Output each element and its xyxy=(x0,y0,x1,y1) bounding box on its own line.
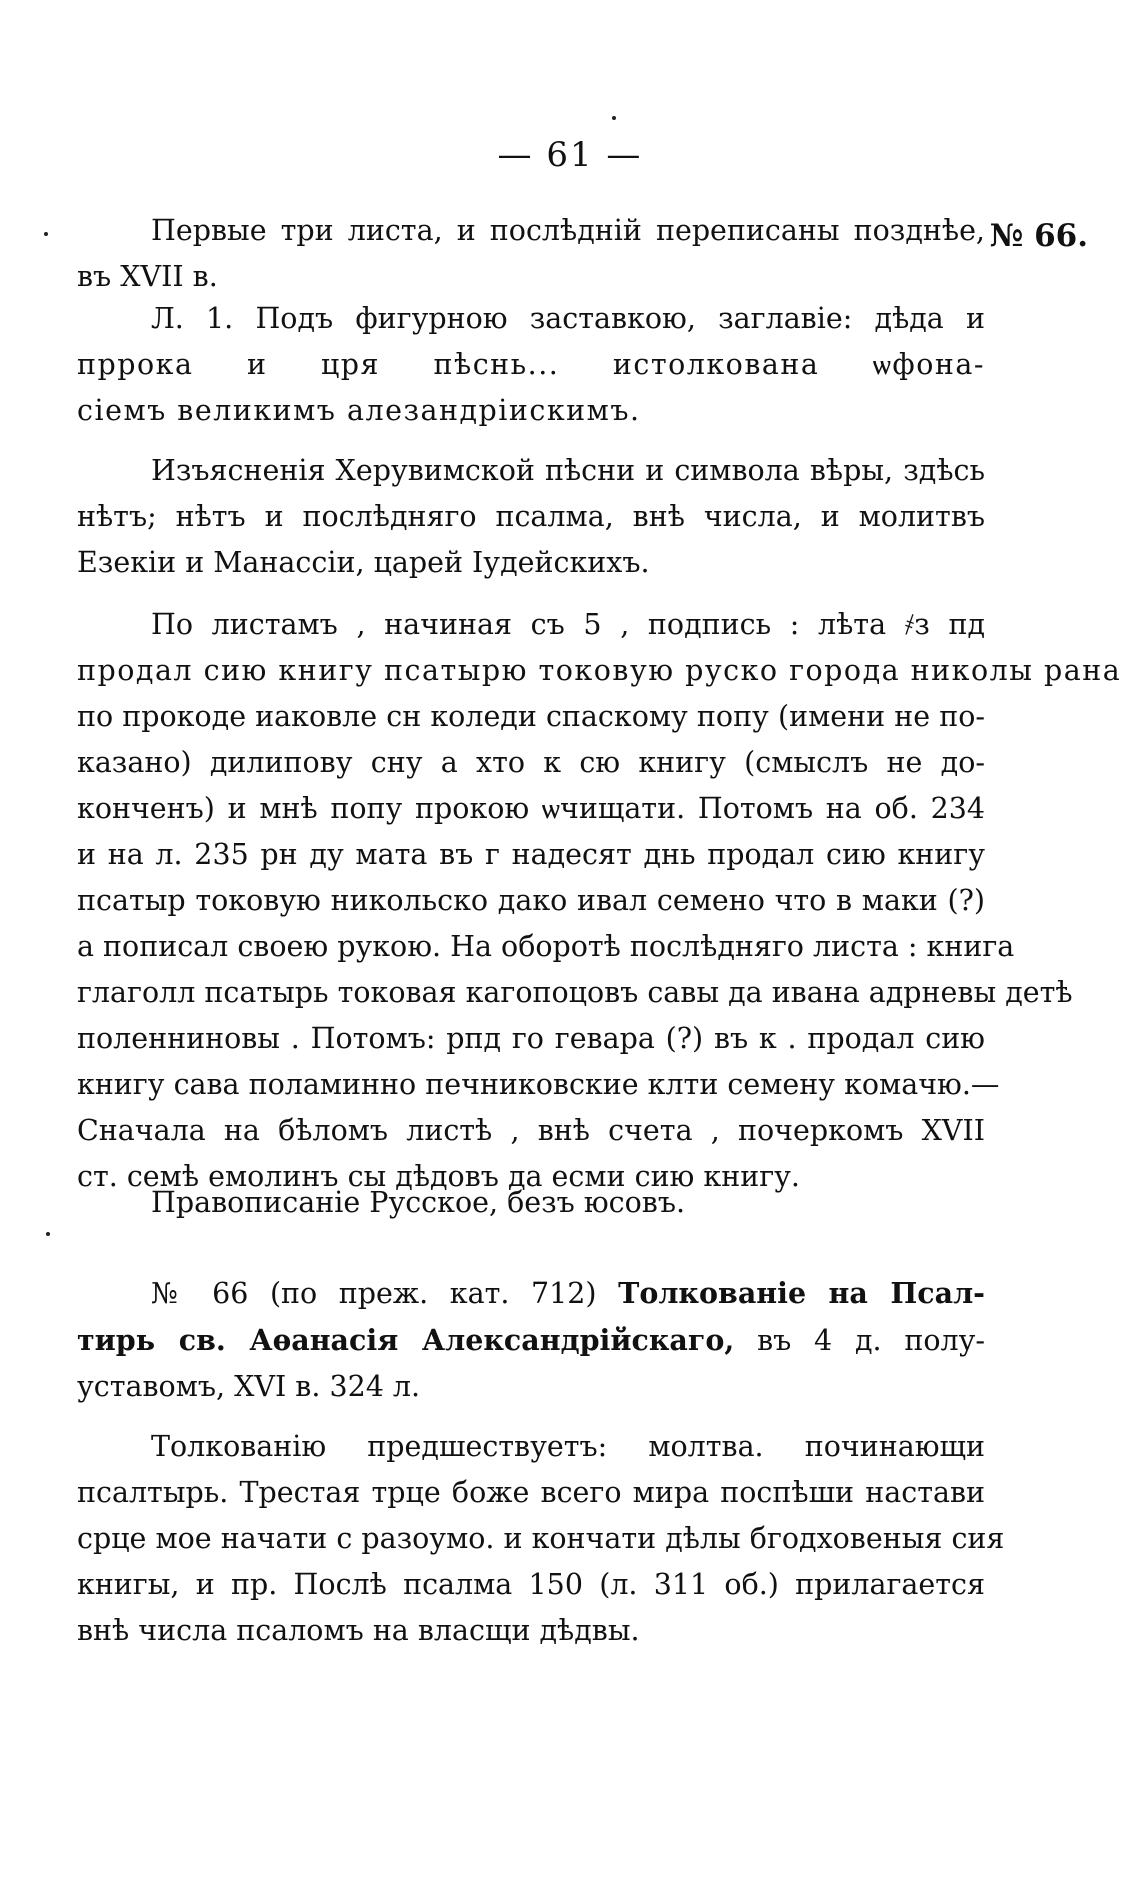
text-line: Сначала на бѣломъ листѣ , внѣ счета , почеркомъ XVII xyxy=(77,1114,985,1147)
text-line: нѣтъ; нѣтъ и послѣдняго псалма, внѣ числа, и молитвъ xyxy=(77,500,985,533)
slavonic-line: сiемъ великимъ алезандрiискимъ. xyxy=(77,394,641,427)
entry-format: въ 4 д. полу- xyxy=(757,1324,985,1357)
text-line: глаголл псатырь токовая кагопоцовъ савы да ивана адрневы детѣ xyxy=(77,976,1073,1009)
text-line: конченъ) и мнѣ попу прокою ѡчищати. Потомъ на об. 234 xyxy=(77,792,985,825)
text-line xyxy=(77,1270,985,1317)
text-line: ст. семѣ емолинъ сы дѣдовъ да есми сию книгу. xyxy=(77,1160,800,1193)
text-line: Изъясненiя Херувимской пѣсни и символа вѣры, здѣсь xyxy=(151,454,985,487)
slavonic-line: продал сию книгу псатырю токовую руско города николы рана xyxy=(77,654,1122,687)
print-speck xyxy=(46,1232,50,1236)
paragraph-orthography xyxy=(77,1180,985,1226)
text-line: казано) дилипову сну а хто к сю книгу (смыслъ не до- xyxy=(77,746,985,779)
slavonic-line: пррока и цря пѣснь... истолкована ѡфона- xyxy=(77,348,985,381)
catalog-entry-heading xyxy=(77,1270,985,1410)
paragraph-inscription xyxy=(77,602,1122,1200)
entry-title: Толкованiе на Псал- xyxy=(618,1276,985,1310)
text-line: Езекiи и Манассiи, царей Iудейскихъ. xyxy=(77,546,650,579)
text-line xyxy=(77,1317,985,1364)
paragraph-title-leaf-1 xyxy=(77,296,985,434)
text-line: По листамъ , начиная съ 5 , подпись : лѣта ҂з пд xyxy=(151,608,985,641)
paragraph-explanations xyxy=(77,448,985,586)
text-line: Л. 1. Подъ фигурною заставкою, заглавiе: дѣда и xyxy=(151,302,985,335)
margin-catalog-number: № 66. xyxy=(989,218,1088,254)
text-line: внѣ числа псаломъ на власщи дѣдвы. xyxy=(77,1614,640,1647)
entry-number: № 66 (по преж. кат. 712) xyxy=(151,1277,597,1310)
text-line: уставомъ, XVI в. 324 л. xyxy=(77,1370,421,1403)
page-number: — 61 — xyxy=(497,135,643,175)
text-line: Первые три листа, и послѣднiй переписаны позднѣе, xyxy=(151,214,985,247)
text-line: книгу сава поламинно печниковскиe клти семену комачю.— xyxy=(77,1068,1000,1101)
text-line: поленниновы . Потомъ: рпд го гевара (?) въ к . продал сию xyxy=(77,1022,985,1055)
text-line: срце мое начати с разоумо. и кончати дѣлы бгодховеныя сия xyxy=(77,1522,1005,1555)
print-speck xyxy=(612,116,616,120)
text-line: Толкованiю предшествуетъ: молтва. починающи xyxy=(151,1430,985,1463)
text-line: псалтырь. Трестая трце боже всего мира поспѣши настави xyxy=(77,1476,985,1509)
text-line: а пописал своею рукою. На оборотѣ послѣдняго листа : книга xyxy=(77,930,1015,963)
print-speck xyxy=(44,232,48,236)
text-line: въ XVII в. xyxy=(77,260,218,293)
paragraph-preface xyxy=(77,1424,1005,1654)
paragraph-intro xyxy=(77,208,985,300)
entry-title-continued: тирь св. Аѳанасiя Александрiйскаго, xyxy=(77,1323,735,1357)
text-line: и на л. 235 рн ду мата въ г надесят днь продал сию книгу xyxy=(77,838,985,871)
text-line: псатыр токовую никольско дако ивал семено что в маки (?) xyxy=(77,884,985,917)
text-line: по прокоде иаковле сн коледи спаскому попу (имени не по- xyxy=(77,700,985,733)
text-line: книгы, и пр. Послѣ псалма 150 (л. 311 об.) прилагается xyxy=(77,1568,985,1601)
text-line: Правописанiе Русское, безъ юсовъ. xyxy=(151,1186,686,1219)
